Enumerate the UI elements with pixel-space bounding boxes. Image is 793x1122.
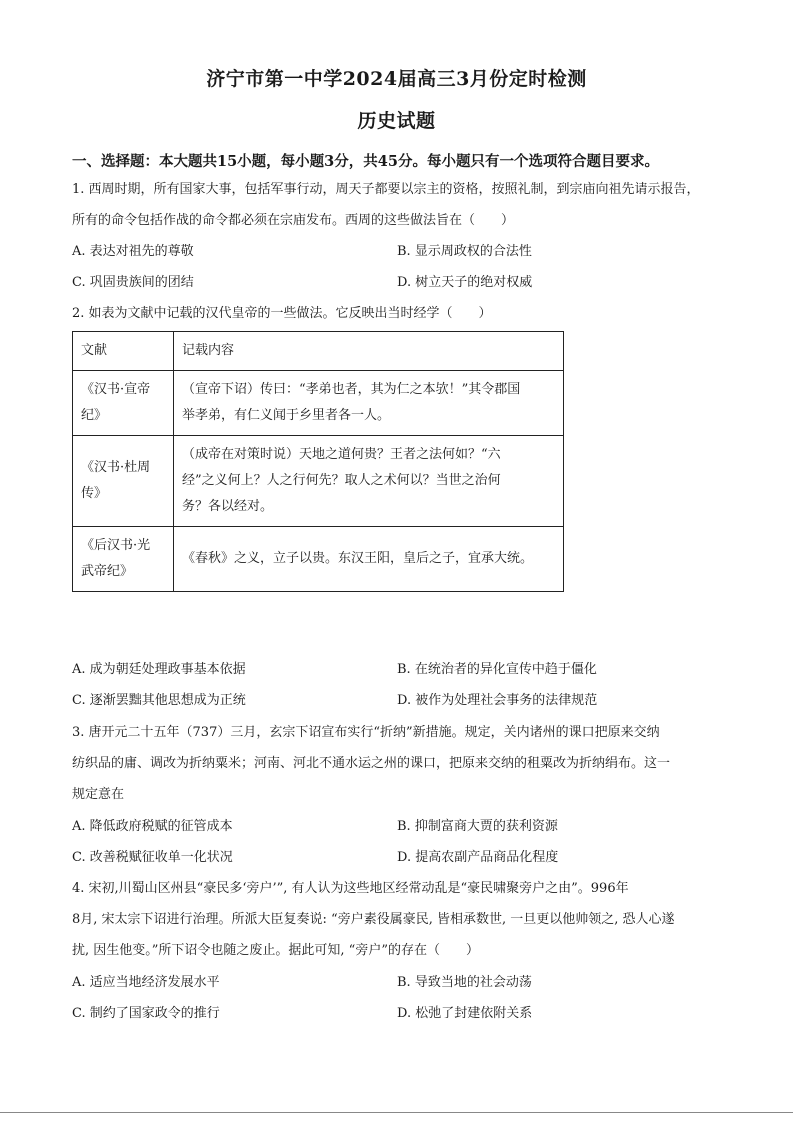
table-cell-content [174, 527, 564, 592]
q4-stem-line-3: 扰, 因生他变。”所下诏令也随之废止。据此可知, “旁户”的存在（ ） [72, 943, 479, 958]
exam-title: 济宁市第一中学2024届高三3月份定时检测 [206, 68, 587, 90]
q4-stem-line-2: 8月, 宋太宗下诏进行治理。所派大臣复奏说: “旁户素役属豪民, 皆相承数世, 一旦更以他帅领之, 恐人心遂 [72, 912, 675, 927]
q4-option-c: C. 制约了国家政令的推行 [72, 1006, 220, 1021]
table-row [73, 436, 564, 527]
q4-option-d: D. 松弛了封建依附关系 [397, 1006, 533, 1021]
table-row [73, 371, 564, 436]
source-name-line: 纪》 [81, 408, 108, 423]
source-name-line: 《后汉书·光 [81, 538, 151, 553]
q3-option-c: C. 改善税赋征收单一化状况 [72, 850, 233, 865]
q4-option-b: B. 导致当地的社会动荡 [397, 975, 532, 990]
source-name-line: 《汉书·杜周 [81, 460, 151, 475]
table-header-source: 文献 [73, 332, 174, 371]
q1-option-a: A. 表达对祖先的尊敬 [72, 244, 194, 259]
table-row [73, 527, 564, 592]
table-cell-source [73, 436, 174, 527]
q1-stem-line-2: 所有的命令包括作战的命令都必须在宗庙发布。西周的这些做法旨在（ ） [72, 213, 515, 228]
q3-stem-line-1: 3. 唐开元二十五年（737）三月，玄宗下诏宣布实行“折纳”新措施。规定，关内诸州的课口把原来交纳 [72, 725, 660, 740]
source-table [72, 331, 564, 592]
q2-option-d: D. 被作为处理社会事务的法律规范 [397, 693, 598, 708]
q3-stem-line-2: 纺织品的庸、调改为折纳粟米；河南、河北不通水运之州的课口，把原来交纳的租粟改为折纳绢布。这一 [72, 756, 671, 771]
table-header-row [73, 332, 564, 371]
content-line: 经”之义何上？人之行何先？取人之术何以？当世之治何 [182, 473, 501, 488]
q1-option-c: C. 巩固贵族间的团结 [72, 275, 194, 290]
content-line: 务？各以经对。 [182, 499, 274, 514]
q4-stem-line-1: 4. 宋初,川蜀山区州县“豪民多‘旁户’”, 有人认为这些地区经常动乱是“豪民啸聚旁户之由”。996年 [72, 881, 629, 896]
q4-option-a: A. 适应当地经济发展水平 [72, 975, 220, 990]
source-name-line: 《汉书·宣帝 [81, 382, 151, 397]
table-cell-source [73, 371, 174, 436]
q2-option-a: A. 成为朝廷处理政事基本依据 [72, 662, 246, 677]
q2-option-c: C. 逐渐罢黜其他思想成为正统 [72, 693, 246, 708]
q3-option-b: B. 抑制富商大贾的获利资源 [397, 819, 558, 834]
q3-option-d: D. 提高农副产品商品化程度 [397, 850, 559, 865]
content-line: 《春秋》之义，立子以贵。东汉王阳，皇后之子，宜承大统。 [182, 551, 534, 566]
content-line: （成帝在对策时说）天地之道何贵？王者之法何如？“六 [182, 447, 501, 462]
q3-stem-line-3: 规定意在 [72, 787, 125, 802]
page-bottom-divider [0, 1112, 793, 1113]
content-line: （宣帝下诏）传曰：“孝弟也者，其为仁之本欤！”其令郡国 [182, 382, 521, 397]
table-header-content: 记载内容 [174, 332, 564, 371]
q2-stem: 2. 如表为文献中记载的汉代皇帝的一些做法。它反映出当时经学（ ） [72, 306, 492, 321]
content-line: 举孝弟，有仁义闻于乡里者各一人。 [182, 408, 391, 423]
table-cell-content [174, 436, 564, 527]
q1-option-d: D. 树立天子的绝对权威 [397, 275, 533, 290]
q3-option-a: A. 降低政府税赋的征管成本 [72, 819, 233, 834]
source-name-line: 武帝纪》 [81, 564, 134, 579]
section-heading: 一、选择题：本大题共15小题，每小题3分，共45分。每小题只有一个选项符合题目要求。 [72, 153, 659, 170]
exam-subtitle: 历史试题 [357, 110, 436, 132]
table-cell-content [174, 371, 564, 436]
q1-option-b: B. 显示周政权的合法性 [397, 244, 532, 259]
table-cell-source [73, 527, 174, 592]
source-name-line: 传》 [81, 486, 108, 501]
q1-stem-line-1: 1. 西周时期，所有国家大事，包括军事行动，周天子都要以宗主的资格，按照礼制，到宗庙向祖先请示报告， [72, 182, 700, 197]
q2-option-b: B. 在统治者的异化宣传中趋于僵化 [397, 662, 597, 677]
